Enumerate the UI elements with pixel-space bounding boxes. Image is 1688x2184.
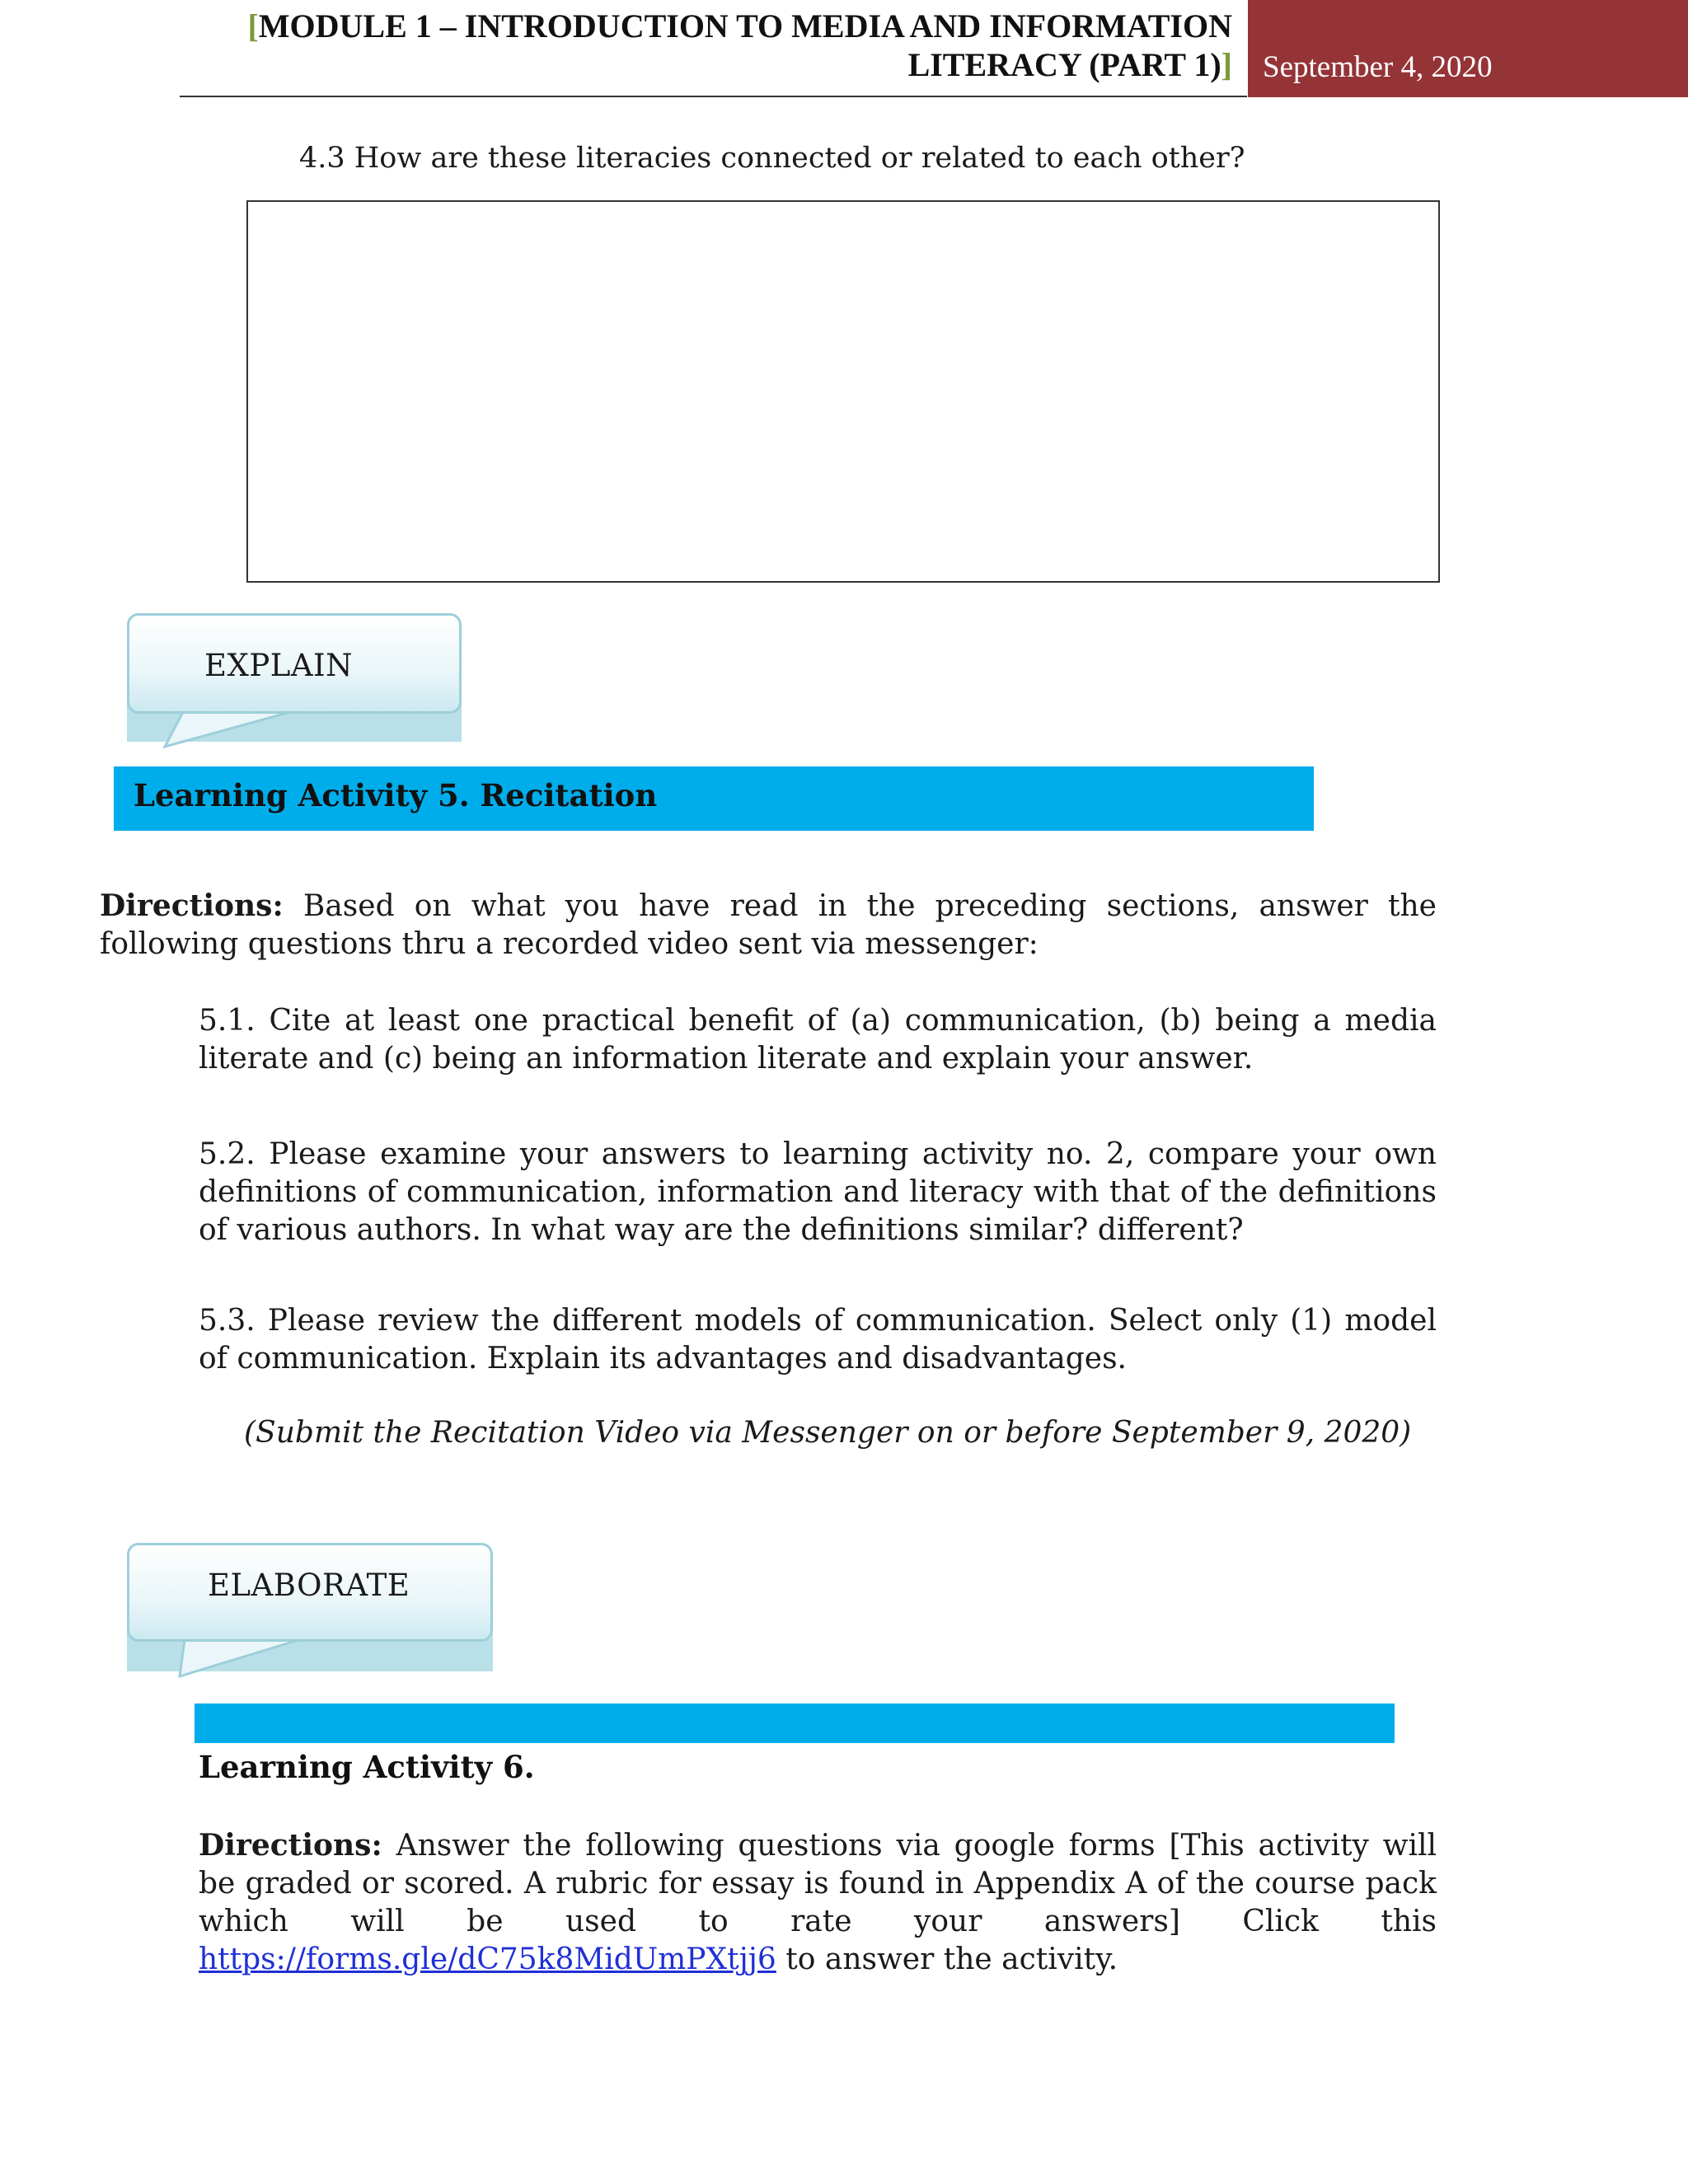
activity6-title: Learning Activity 6. [199, 1749, 535, 1785]
module-title-line2: LITERACY (PART 1) [907, 46, 1221, 83]
elaborate-label: ELABORATE [208, 1568, 410, 1603]
question-5-1: 5.1. Cite at least one practical benefit of (a) communication, (b) being a media literate and (c) being an information literate and explain your answer. [199, 1004, 1437, 1076]
directions-text-end: to answer the activity. [776, 1943, 1118, 1976]
google-forms-link[interactable]: https://forms.gle/dC75k8MidUmPXtjj6 [199, 1943, 776, 1976]
activity6-directions [199, 1826, 1437, 1979]
question-4-3: 4.3 How are these literacies connected or related to each other? [299, 142, 1245, 175]
directions-label: Directions: [199, 1828, 382, 1863]
bracket-open: [ [247, 7, 259, 45]
explain-label: EXPLAIN [204, 648, 354, 683]
activity5-directions [100, 887, 1437, 963]
submit-note: (Submit the Recitation Video via Messenger on or before September 9, 2020) [244, 1416, 1412, 1450]
header-date: September 4, 2020 [1263, 50, 1493, 84]
answer-box[interactable] [246, 200, 1440, 583]
module-title [165, 7, 1232, 84]
bracket-close: ] [1221, 46, 1232, 83]
directions-text: Based on what you have read in the preceding sections, answer the following questions thru a recorded video sent via messenger: [100, 889, 1437, 961]
activity6-band [195, 1704, 1395, 1743]
activity5-title: Learning Activity 5. Recitation [134, 777, 658, 813]
elaborate-callout [125, 1543, 496, 1678]
question-5-3: 5.3. Please review the different models of communication. Select only (1) model of communication. Explain its advantages and disadvantages. [199, 1304, 1437, 1376]
directions-label: Directions: [100, 888, 284, 923]
module-title-line1: MODULE 1 – INTRODUCTION TO MEDIA AND INFORMATION [258, 7, 1232, 45]
question-5-2: 5.2. Please examine your answers to learning activity no. 2, compare your own definitions of communication, information and literacy with that of the definitions of various authors. In what way are the definitions similar? different? [199, 1137, 1437, 1247]
header-rule [180, 96, 1247, 97]
explain-callout [125, 613, 463, 748]
directions-text: Answer the following questions via google forms [This activity will be graded or scored. A rubric for essay is found in Appendix A of the course pack which will be used to rate your answers] Click this [199, 1829, 1437, 1938]
